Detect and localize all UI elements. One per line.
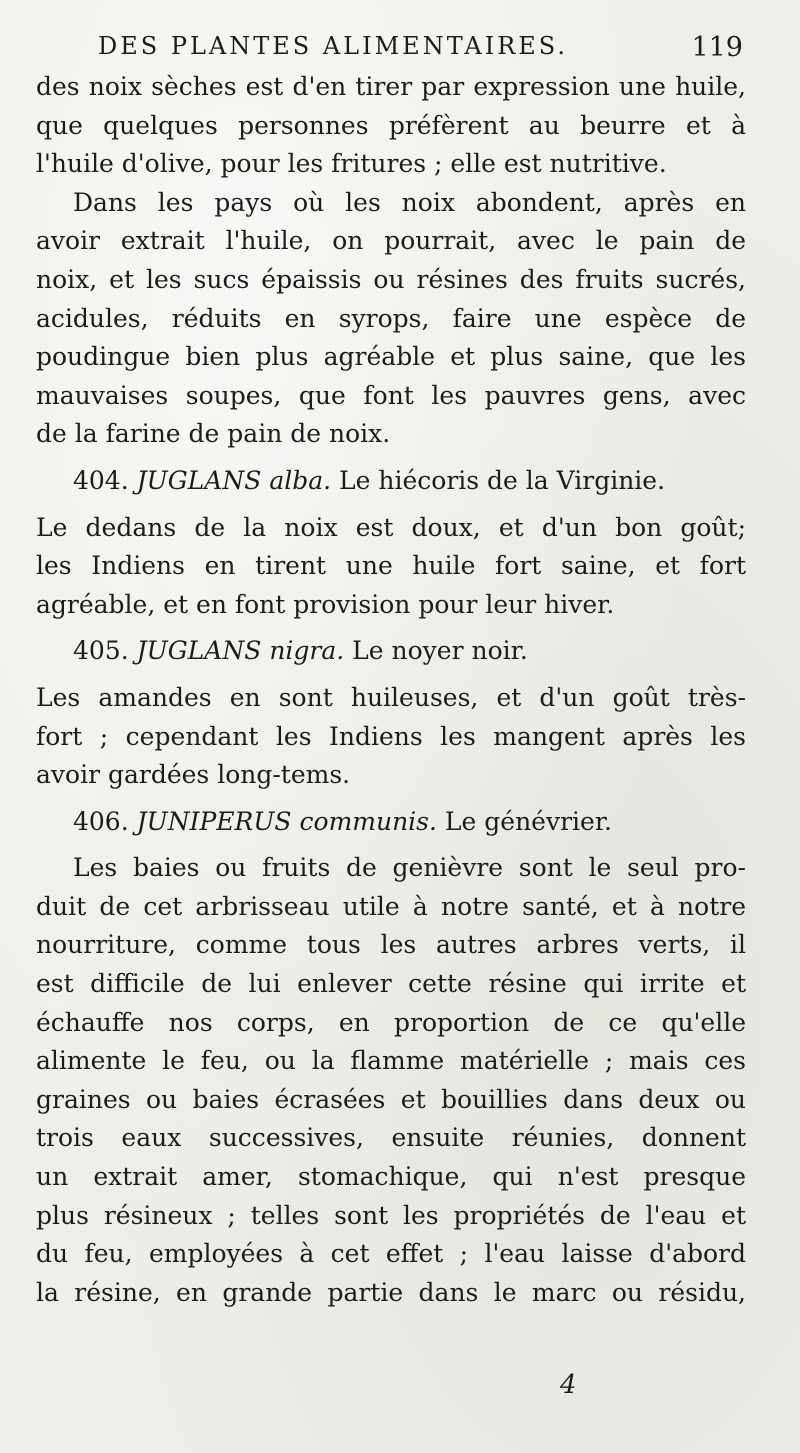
page-number: 119 bbox=[691, 32, 743, 63]
paragraph bbox=[36, 679, 746, 795]
text-line: avoir extrait l'huile, on pourrait, avec le pain de bbox=[36, 226, 746, 256]
entry-genus: JUNIPERUS bbox=[136, 806, 292, 836]
text-line: mauvaises soupes, que font les pauvres gens, avec bbox=[36, 380, 746, 410]
entry-genus: JUGLANS bbox=[136, 636, 262, 666]
text-line: Le dedans de la noix est doux, et d'un bon goût; bbox=[36, 512, 746, 542]
entry-number: 406. bbox=[73, 806, 129, 836]
text-line: fort ; cependant les Indiens les mangent après les bbox=[36, 721, 746, 751]
text-line: trois eaux successives, ensuite réunies, donnent bbox=[36, 1123, 746, 1153]
entry-species: communis. bbox=[299, 806, 437, 836]
entry-common-name: Le génévrier. bbox=[444, 806, 612, 836]
text-line: nourriture, comme tous les autres arbres verts, il bbox=[36, 930, 746, 960]
text-line: la résine, en grande partie dans le marc ou résidu, bbox=[36, 1277, 746, 1307]
text-line: duit de cet arbrisseau utile à notre santé, et à notre bbox=[36, 891, 746, 921]
text-line: l'huile d'olive, pour les fritures ; elle est nutritive. bbox=[36, 149, 667, 179]
text-line: des noix sèches est d'en tirer par expression une huile, bbox=[36, 72, 746, 101]
entry-heading-406 bbox=[36, 803, 746, 842]
running-head: DES PLANTES ALIMENTAIRES. bbox=[98, 32, 569, 60]
text-line: noix, et les sucs épaissis ou résines des fruits sucrés, bbox=[36, 264, 746, 294]
text-line: avoir gardées long-tems. bbox=[36, 760, 351, 790]
paragraph bbox=[36, 509, 746, 625]
entry-common-name: Le noyer noir. bbox=[352, 636, 528, 666]
text-line: alimente le feu, ou la flamme matérielle ; mais ces bbox=[36, 1046, 746, 1076]
entry-genus: JUGLANS bbox=[136, 465, 262, 495]
text-line: Les amandes en sont huileuses, et d'un goût très- bbox=[36, 682, 746, 712]
entry-common-name: Le hiécoris de la Virginie. bbox=[339, 465, 666, 495]
text-line: échauffe nos corps, en proportion de ce qu'elle bbox=[36, 1007, 746, 1037]
body-text bbox=[36, 68, 746, 1312]
text-line: acidules, réduits en syrops, faire une espèce de bbox=[36, 303, 746, 333]
text-line: que quelques personnes préfèrent au beurre et à bbox=[36, 110, 746, 140]
text-line: un extrait amer, stomachique, qui n'est presque bbox=[36, 1162, 746, 1192]
text-line: de la farine de pain de noix. bbox=[36, 419, 391, 449]
text-line: poudingue bien plus agréable et plus saine, que les bbox=[36, 342, 746, 372]
signature-mark: 4 bbox=[560, 1370, 577, 1400]
text-line: du feu, employées à cet effet ; l'eau laisse d'abord bbox=[36, 1239, 746, 1269]
text-line: Dans les pays où les noix abondent, après en bbox=[73, 187, 746, 217]
text-line: est difficile de lui enlever cette résine qui irrite et bbox=[36, 969, 746, 999]
entry-species: nigra. bbox=[269, 636, 345, 666]
paragraph bbox=[36, 184, 746, 454]
page-header bbox=[98, 26, 743, 70]
entry-heading-405 bbox=[36, 632, 746, 671]
text-line: les Indiens en tirent une huile fort saine, et fort bbox=[36, 551, 746, 581]
paragraph bbox=[36, 68, 746, 184]
text-line: Les baies ou fruits de genièvre sont le seul pro- bbox=[73, 853, 746, 883]
entry-number: 404. bbox=[73, 465, 129, 495]
text-line: graines ou baies écrasées et bouillies dans deux ou bbox=[36, 1084, 746, 1114]
entry-heading-404 bbox=[36, 462, 746, 501]
text-line: plus résineux ; telles sont les propriétés de l'eau et bbox=[36, 1200, 746, 1230]
entry-number: 405. bbox=[73, 636, 129, 666]
paragraph bbox=[36, 849, 746, 1312]
entry-species: alba. bbox=[269, 465, 332, 495]
text-line: agréable, et en font provision pour leur hiver. bbox=[36, 589, 615, 619]
